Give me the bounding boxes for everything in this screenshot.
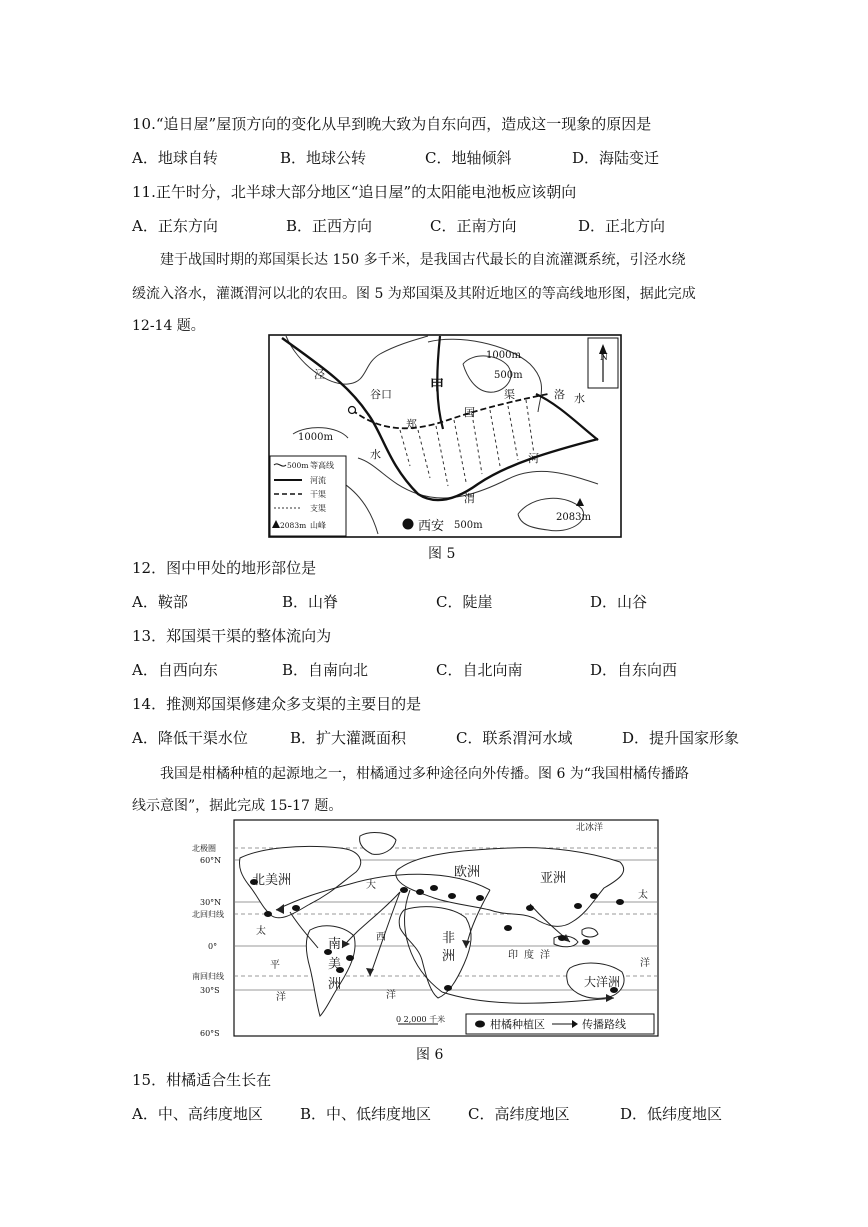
q14-option-c: C．联系渭河水域 — [456, 729, 573, 747]
label-africa-1: 非 — [442, 931, 456, 946]
xian-dot — [403, 519, 414, 530]
question-12-stem: 12．图中甲处的地形部位是 — [132, 559, 317, 577]
passage-2-line-1: 我国是柑橘种植的起源地之一，柑橘通过多种途径向外传播。图 6 为“我国柑橘传播路 — [160, 766, 689, 782]
label-zheng: 郑 — [406, 418, 417, 431]
legend-peak: 山峰 — [310, 521, 326, 530]
passage-2-line-2: 线示意图”，据此完成 15-17 题。 — [132, 798, 343, 814]
legend-contour: 等高线 — [310, 461, 334, 470]
q12-option-b: B．山脊 — [282, 593, 339, 611]
label-luo: 洛 — [554, 388, 565, 401]
legend-contour-value: 500m — [287, 461, 309, 470]
question-10-stem: 10.“追日屋”屋顶方向的变化从早到晚大致为自东向西，造成这一现象的原因是 — [132, 115, 652, 133]
label-jing: 泾 — [314, 368, 325, 381]
label-asia: 亚洲 — [540, 871, 567, 886]
q15-option-c: C．高纬度地区 — [468, 1105, 570, 1123]
question-13-stem: 13．郑国渠干渠的整体流向为 — [132, 627, 332, 645]
label-he: 河 — [528, 452, 539, 465]
q10-option-d: D．海陆变迁 — [572, 149, 660, 167]
q11-option-b: B．正西方向 — [286, 217, 373, 235]
label-luo-shui: 水 — [574, 392, 585, 405]
legend-peak-value: 2083m — [280, 521, 307, 530]
lat-tropic-capricorn: 南回归线 — [192, 972, 224, 981]
scale-label: 0 2,000 千米 — [396, 1015, 446, 1024]
q11-option-d: D．正北方向 — [578, 217, 666, 235]
q13-option-b: B．自南向北 — [282, 661, 369, 679]
lat-60n: 60°N — [200, 856, 222, 865]
label-guo: 国 — [464, 406, 475, 419]
label-atlantic-1: 大 — [366, 880, 376, 891]
q14-option-b: B．扩大灌溉面积 — [290, 729, 407, 747]
lat-30n: 30°N — [200, 898, 222, 907]
passage-1-line-3: 12-14 题。 — [132, 318, 205, 334]
figure-5-caption: 图 5 — [428, 546, 456, 562]
label-north-america: 北美洲 — [252, 873, 292, 888]
passage-1-line-1: 建于战国时期的郑国渠长达 150 多千米，是我国古代最长的自流灌溉系统，引泾水绕 — [160, 252, 686, 268]
q15-option-d: D．低纬度地区 — [620, 1105, 723, 1123]
q10-option-c: C．地轴倾斜 — [425, 149, 512, 167]
label-atlantic-3: 洋 — [386, 990, 396, 1001]
figure-6-caption: 图 6 — [416, 1047, 444, 1063]
label-wei: 渭 — [464, 492, 475, 505]
label-africa-2: 洲 — [442, 949, 456, 964]
zhengguo-canal-contour-map — [268, 334, 622, 538]
label-pacific-w-2: 平 — [270, 960, 280, 971]
q10-option-a: A．地球自转 — [132, 149, 218, 167]
label-south-america-1: 南 — [328, 937, 342, 952]
question-15-stem: 15．柑橘适合生长在 — [132, 1071, 272, 1089]
label-qu: 渠 — [504, 388, 515, 401]
legend-main-canal: 干渠 — [310, 490, 326, 499]
label-indian-2: 度 — [524, 950, 534, 961]
q13-option-d: D．自东向西 — [590, 661, 678, 679]
label-indian-3: 洋 — [540, 950, 550, 961]
question-14-stem: 14．推测郑国渠修建众多支渠的主要目的是 — [132, 695, 422, 713]
lat-30s: 30°S — [200, 986, 220, 995]
q12-option-c: C．陡崖 — [436, 593, 493, 611]
legend-river: 河流 — [310, 476, 326, 485]
label-contour-500b: 500m — [454, 520, 483, 531]
label-jia: 甲 — [430, 378, 444, 394]
label-indian-1: 印 — [508, 950, 518, 961]
lat-arctic-circle: 北极圈 — [192, 844, 216, 853]
q12-option-a: A．鞍部 — [132, 593, 188, 611]
q11-option-c: C．正南方向 — [430, 217, 517, 235]
lat-equator: 0° — [208, 942, 218, 951]
label-south-america-2: 美 — [328, 957, 342, 972]
label-contour-500a: 500m — [494, 370, 523, 381]
q12-option-d: D．山谷 — [590, 593, 648, 611]
label-atlantic-2: 西 — [376, 932, 386, 943]
question-11-stem: 11.正午时分，北半球大部分地区“追日屋”的太阳能电池板应该朝向 — [132, 183, 577, 201]
label-europe: 欧洲 — [454, 865, 481, 880]
label-arctic-ocean: 北冰洋 — [576, 823, 604, 833]
label-pacific-e-2: 洋 — [640, 958, 650, 969]
citrus-area-icon — [475, 1021, 485, 1028]
q15-option-a: A．中、高纬度地区 — [132, 1105, 263, 1123]
label-oceania: 大洋洲 — [584, 975, 621, 989]
legend-branch-canal: 支渠 — [310, 504, 326, 513]
label-pacific-w-3: 洋 — [276, 992, 286, 1003]
legend-citrus-area: 柑橘种植区 — [490, 1018, 545, 1031]
q13-option-a: A．自西向东 — [132, 661, 218, 679]
label-contour-1000b: 1000m — [298, 432, 333, 443]
lat-60s: 60°S — [200, 1029, 220, 1038]
label-jing-shui: 水 — [370, 448, 381, 461]
passage-1-line-2: 缓流入洛水，灌溉渭河以北的农田。图 5 为郑国渠及其附近地区的等高线地形图，据此完成 — [132, 286, 696, 302]
legend-route: 传播路线 — [582, 1018, 626, 1031]
label-contour-1000a: 1000m — [486, 350, 521, 361]
q10-option-b: B．地球公转 — [280, 149, 367, 167]
lat-tropic-cancer: 北回归线 — [192, 910, 224, 919]
label-pacific-w-1: 太 — [256, 926, 266, 937]
label-xian: 西安 — [418, 519, 445, 534]
label-peak: 2083m — [556, 512, 591, 523]
q11-option-a: A．正东方向 — [132, 217, 218, 235]
q15-option-b: B．中、低纬度地区 — [300, 1105, 432, 1123]
q14-option-d: D．提升国家形象 — [622, 729, 740, 747]
label-pacific-e-1: 太 — [638, 890, 648, 901]
q14-option-a: A．降低干渠水位 — [132, 729, 248, 747]
north-label: N — [600, 353, 608, 363]
label-gukou: 谷口 — [370, 388, 392, 401]
citrus-spread-world-map — [190, 818, 662, 1040]
q13-option-c: C．自北向南 — [436, 661, 523, 679]
label-south-america-3: 洲 — [328, 977, 342, 992]
